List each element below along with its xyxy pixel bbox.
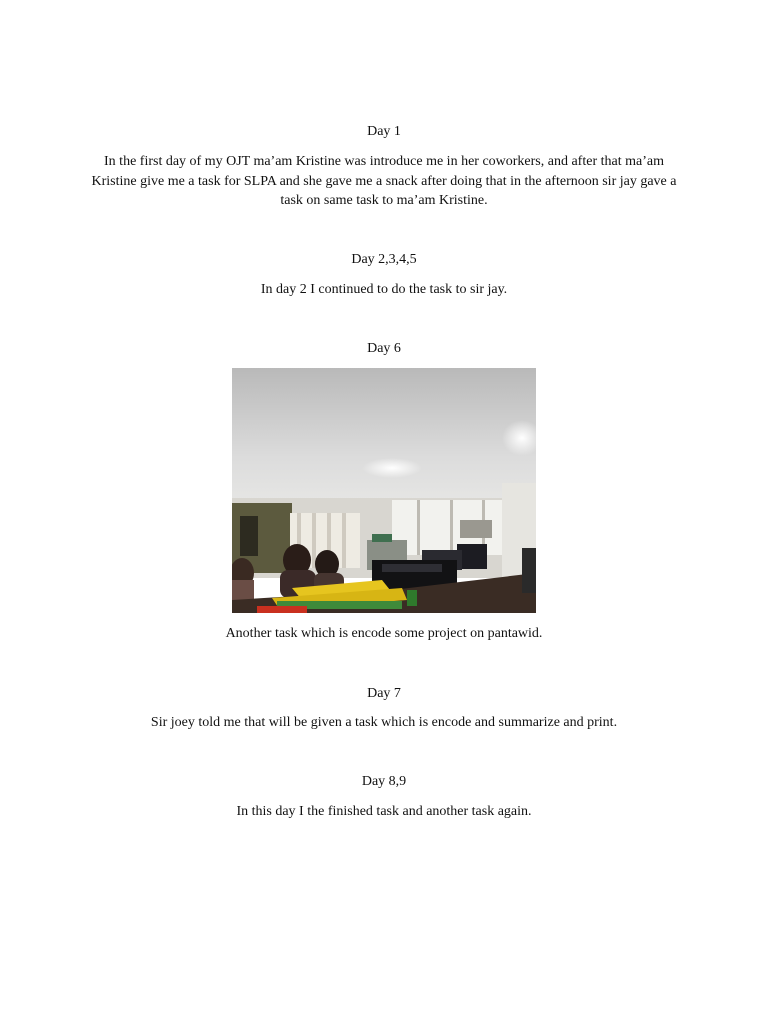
day-6-heading: Day 6	[367, 341, 401, 356]
day-2-5-text: In day 2 I continued to do the task to sir jay.	[260, 282, 508, 297]
day-8-9-heading: Day 8,9	[361, 774, 407, 789]
day-1-heading: Day 1	[367, 124, 401, 139]
day-1-text: In the first day of my OJT ma’am Kristine was introduce me in her coworkers, and after that ma’am Kristine give me a task for SLPA and she gave me a snack after doing that in the afternoon sir jay gave a task on same task to ma’am Kristine.	[91, 154, 677, 208]
day-7-heading: Day 7	[367, 686, 401, 701]
day-6-caption: Another task which is encode some project on pantawid.	[225, 626, 543, 641]
day-8-9-text: In this day I the finished task and another task again.	[236, 804, 532, 819]
day-7-text: Sir joey told me that will be given a task which is encode and summarize and print.	[150, 715, 618, 730]
day-2-5-heading: Day 2,3,4,5	[351, 252, 417, 267]
office-photo	[232, 368, 536, 613]
